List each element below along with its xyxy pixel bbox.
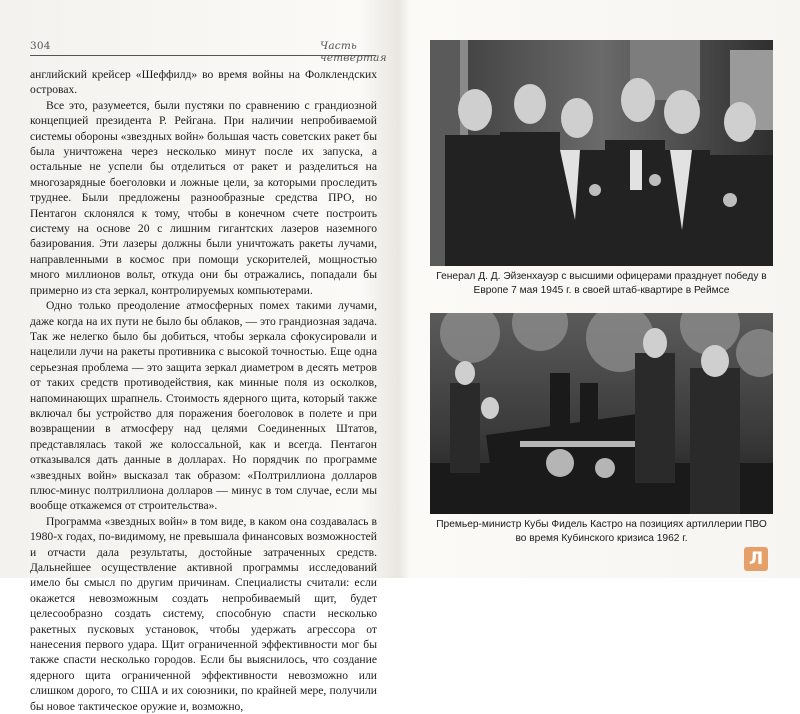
- photo-caption: Генерал Д. Д. Эйзенхауэр с высшими офицерами празднует победу в Европе 7 мая 1945 г. в своей штаб-квартире в Реймсе: [436, 271, 767, 296]
- page-number: 304: [30, 40, 51, 52]
- paragraph: английский крейсер «Шеффилд» во время войны на Фолклендских островах.: [30, 68, 377, 97]
- left-page: [20, 40, 392, 713]
- photo-caption: Премьер-министр Кубы Фидель Кастро на позициях артиллерии ПВО во время Кубинского кризиса 1962 г.: [436, 519, 767, 544]
- right-page: [400, 0, 800, 578]
- photo-castro-artillery: [430, 313, 773, 514]
- body-text: [30, 67, 377, 714]
- part-title: Часть четвертая: [320, 40, 387, 64]
- running-head: [20, 40, 387, 64]
- photo-eisenhower-officers: [430, 40, 773, 266]
- paragraph: Программа «звездных войн» в том виде, в каком она создавалась в 1980-х годах, по-видимому, не превышала финансовых возможностей и отчасти дала результаты, достойные затраченных средств. Дальнейшее осуществление активной программы исследований имело бы смысл по другим причинам. Специалисты считали: если окажется невозможным создать непробиваемый щит, будет целесообразно создать систему, способную спасти несколько ракетных пусковых установок, чтобы удержать агрессора от нанесения первого удара. Щит ограниченной эффективности мог бы также спасти несколько городов. Если бы выяснилось, что создание ядерного щита ограниченной эффективности невозможно или слишком дорого, то США и их союзники, по крайней мере, получили бы новое тактическое оружие и, возможно,: [30, 514, 377, 713]
- paragraph: Одно только преодоление атмосферных помех такими лучами, даже когда на их пути не было бы облаков, — это грандиозная задача. Так же нелегко было бы добиться, чтобы зеркала сфокусировали и нацелили лучи на ракеты противника с высокой точностью. Еще одна серьезная проблема — это защита зеркал диаметром в десять метров от таких средств противодействия, как минные поля из осколков, напоминающих шрапнель. Стоимость ядерного щита, который также включал бы устройство для поражения боеголовок в полете и при возвращении в атмосферу над целями Соединенных Штатов, представлялась такой же колоссальной, как и всегда. Пентагон отказывался дать данные в долларах. Но порядчик по программе «звездных войн» высказал так образом: «Полтриллиона долларов плюс-минус полтриллиона долларов — минус в том случае, если мы вообще откажемся от строительства».: [30, 299, 377, 513]
- header-rule: [30, 55, 376, 56]
- paragraph: Все это, разумеется, были пустяки по сравнению с грандиозной концепцией президента Р. Рейгана. При наличии непробиваемой системы обороны «звездных войн» большая часть советских ракет бы была уничтожена через несколько минут после их запуска, а остальные не успели бы отделиться от ракет и разделиться на многозарядные боеголовки и ложные цели, за которыми проследить труднее. Были предложены разнообразные средства ПРО, но Пентагон склонялся к тому, чтобы в конечном счете построить систему на основе 20 с лишним гигантских лазеров наземного базирования. Эти лазеры должны были уничтожать ракеты лучами, направленными в космос при помощи ускорителей, мощностью много миллионов вольт, откуда они бы отражались, попадали бы примерно из ста зеркал, контролируемых компьютерами.: [30, 98, 377, 297]
- publisher-logo: Л: [744, 547, 768, 571]
